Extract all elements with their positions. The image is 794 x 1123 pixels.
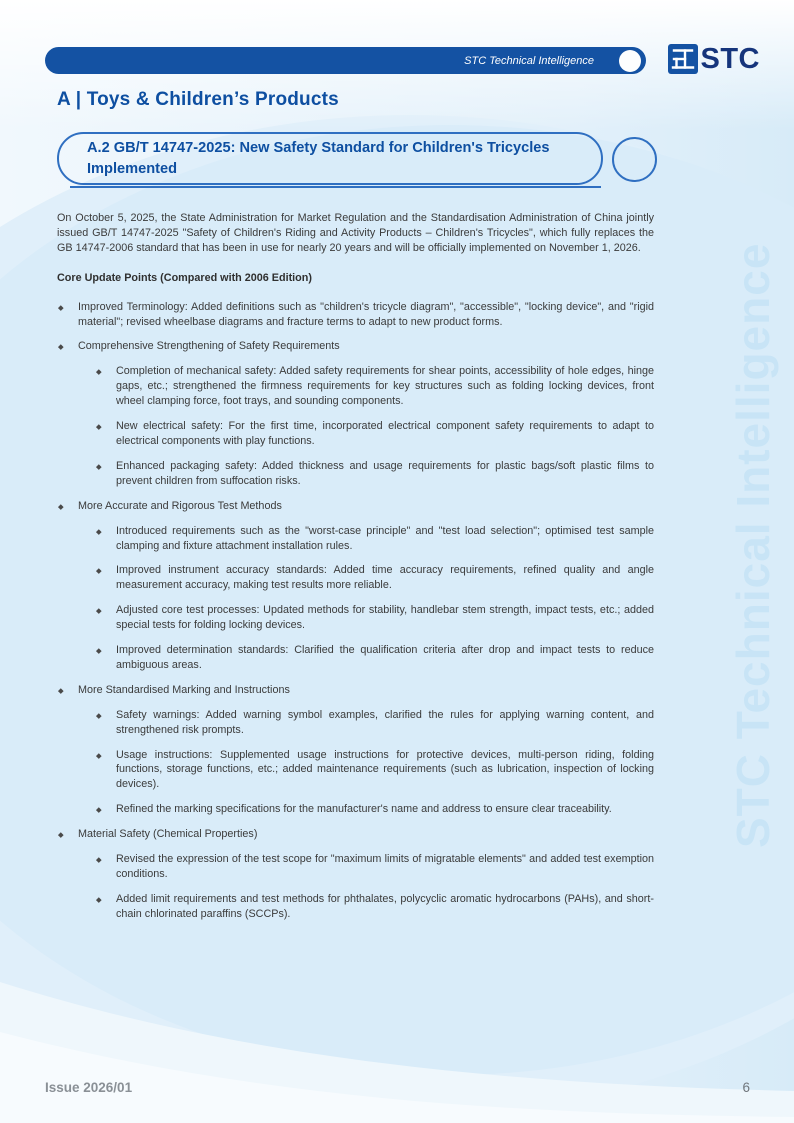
list-item: [95, 802, 654, 817]
list-item: [95, 643, 654, 673]
intro-paragraph: On October 5, 2025, the State Administration for Market Regulation and the Standardisation Administration of China jointly issued GB/T 14747-2025 "Safety of Children's Riding and Activity Products – Children's Tricycles", which fully replaces the GB 14747-2006 standard that has been in use for nearly 20 years and will be officially implemented on November 1, 2026.: [57, 212, 654, 254]
bullet-icon: [95, 643, 116, 673]
list-item-text: Safety warnings: Added warning symbol examples, clarified the rules for applying warning content, and strengthened risk prompts.: [116, 708, 654, 736]
bullet-icon: [57, 339, 78, 354]
list-item: [95, 563, 654, 593]
list-item: [95, 524, 654, 554]
list-item: [57, 300, 654, 330]
list-item: [95, 603, 654, 633]
list-item-text: Improved instrument accuracy standards: Added time accuracy requirements, refined quality and angle measurement accuracy, making test results more reliable.: [116, 564, 654, 592]
bullet-icon: [95, 802, 116, 817]
list-item-text: More Standardised Marking and Instructions: [78, 683, 290, 696]
bullet-icon: [95, 419, 116, 449]
bullet-icon: [95, 748, 116, 793]
list-item-text: Enhanced packaging safety: Added thickness and usage requirements for plastic bags/soft plastic films to prevent children from suffocation risks.: [116, 459, 654, 487]
list-item-text: Refined the marking specifications for the manufacturer's name and address to ensure clear traceability.: [116, 803, 612, 816]
article-title: A.2 GB/T 14747-2025: New Safety Standard for Children's Tricycles Implemented: [87, 140, 550, 177]
list-item-text: Comprehensive Strengthening of Safety Requirements: [78, 340, 340, 353]
list-item-text: Improved determination standards: Clarified the qualification criteria after drop and impact tests to reduce ambiguous areas.: [116, 644, 654, 671]
list-item-text: Usage instructions: Supplemented usage instructions for protective devices, multi-person riding, folding functions, storage functions, etc.; added maintenance requirements (such as lubrication, inspection of locking devices).: [116, 748, 654, 791]
list-item: [95, 748, 654, 793]
bullet-icon: [95, 852, 116, 882]
bullet-icon: [95, 708, 116, 738]
stc-logo-text: STC: [700, 43, 760, 75]
list-item-text: Revised the expression of the test scope for "maximum limits of migratable elements" and added test exemption conditions.: [116, 853, 654, 880]
list-item-text: Improved Terminology: Added definitions such as "children's tricycle diagram", "accessible", "locking device", and "rigid material"; revised wheelbase diagrams and fracture terms to adapt to new product forms.: [78, 300, 654, 328]
list-item: [95, 892, 654, 922]
list-item: [95, 419, 654, 449]
bullet-icon: [95, 603, 116, 633]
list-item: [95, 852, 654, 882]
list-item: [95, 459, 654, 489]
list-item-text: Completion of mechanical safety: Added safety requirements for shear points, accessibility of hole edges, hinge gaps, etc.; strengthened the firmness requirements for key structures such as folding locking devices, front wheel clamping force, foot trays, and sounding components.: [116, 365, 654, 408]
footer-page-number: 6: [742, 1080, 750, 1095]
title-box-underline: [70, 186, 601, 188]
bullet-icon: [95, 364, 116, 409]
bullet-icon: [57, 683, 78, 698]
bullet-icon: [57, 300, 78, 330]
list-item-text: New electrical safety: For the first time, incorporated electrical component safety requirements to adapt to electrical components with play functions.: [116, 420, 654, 447]
bullet-icon: [95, 524, 116, 554]
article-body: [57, 211, 654, 932]
list-item-text: More Accurate and Rigorous Test Methods: [78, 499, 282, 512]
list-item: [95, 364, 654, 409]
title-decorative-circle: [612, 137, 657, 182]
footer-issue-label: Issue 2026/01: [45, 1080, 133, 1095]
header-bar: [45, 47, 646, 74]
list-item-text: Added limit requirements and test methods for phthalates, polycyclic aromatic hydrocarbons (PAHs), and short-chain chlorinated paraffins (SCCPs).: [116, 892, 654, 920]
header-bar-label: STC Technical Intelligence: [464, 54, 594, 67]
stc-seal-icon: [668, 44, 698, 74]
article-title-box: [57, 132, 603, 185]
list-item-text: Adjusted core test processes: Updated methods for stability, handlebar stem strength, impact tests, etc.; added special tests for folding locking devices.: [116, 604, 654, 632]
bullet-icon: [95, 892, 116, 922]
vertical-watermark: STC Technical Intelligence: [727, 242, 779, 848]
bullet-icon: [57, 827, 78, 842]
update-points-list: [57, 300, 654, 922]
stc-logo: [668, 44, 761, 74]
list-item-text: Introduced requirements such as the "worst-case principle" and "test load selection"; optimised test sample clamping and fixture attachment installation rules.: [116, 524, 654, 552]
list-item: [57, 339, 654, 354]
list-item: [57, 827, 654, 842]
list-item: [95, 708, 654, 738]
header-bar-notch: [619, 50, 641, 72]
section-title: A | Toys & Children’s Products: [57, 89, 339, 110]
core-update-points-heading: Core Update Points (Compared with 2006 Edition): [57, 271, 312, 284]
list-item: [57, 683, 654, 698]
list-item: [57, 499, 654, 514]
bullet-icon: [57, 499, 78, 514]
bullet-icon: [95, 563, 116, 593]
bullet-icon: [95, 459, 116, 489]
list-item-text: Material Safety (Chemical Properties): [78, 828, 258, 841]
